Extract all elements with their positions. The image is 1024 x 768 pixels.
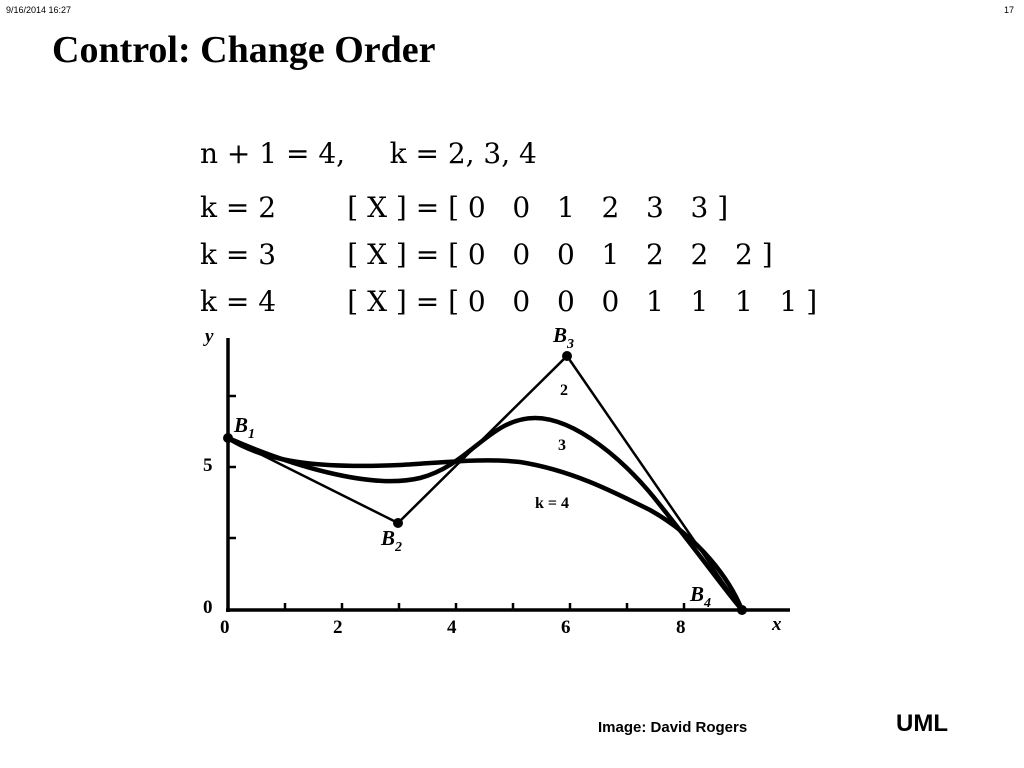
knot-vector: [ X ] = [ 0 0 0 0 1 1 1 1 ] xyxy=(347,285,818,318)
x-tick-label: 8 xyxy=(676,617,686,638)
control-point-label-b1: $B_1$ xyxy=(234,413,256,442)
y-tick-label: 0 xyxy=(203,597,213,618)
control-point-label-b2: $B_2$ xyxy=(381,526,403,555)
control-point-label-b4: $B_4$ xyxy=(690,582,712,611)
control-point-b4 xyxy=(737,605,747,615)
y-axis-label: y xyxy=(205,326,214,347)
curve-label-order-4: k = 4 xyxy=(535,495,570,512)
curve-order-4 xyxy=(228,438,742,610)
image-credit: Image: David Rogers xyxy=(598,719,748,736)
control-point-b1 xyxy=(223,433,233,443)
control-point-b3 xyxy=(562,351,572,361)
x-tick-label: 6 xyxy=(561,617,571,638)
x-tick-label: 2 xyxy=(333,617,343,638)
equation-k-label: k = 2 xyxy=(200,191,277,224)
knot-vector: [ X ] = [ 0 0 0 1 2 2 2 ] xyxy=(347,238,773,271)
curve-label-order-2: 2 xyxy=(560,382,568,399)
x-tick-label: 0 xyxy=(220,617,230,638)
control-polygon xyxy=(228,356,742,610)
equation-k-label: k = 4 xyxy=(200,285,277,318)
control-point-label-b3: $B_3$ xyxy=(553,323,575,352)
equation-text: n + 1 = 4, k = 2, 3, 4 xyxy=(200,137,537,170)
slide-title: Control: Change Order xyxy=(52,29,436,71)
slide-page-number: 17 xyxy=(1003,5,1014,15)
uml-logo: UML xyxy=(896,710,948,737)
equation-k-label: k = 3 xyxy=(200,238,277,271)
x-axis-label: x xyxy=(772,614,782,635)
x-tick-label: 4 xyxy=(447,617,457,638)
knot-vector: [ X ] = [ 0 0 1 2 3 3 ] xyxy=(347,191,729,224)
slide-date: 9/16/2014 16:27 xyxy=(6,5,72,15)
curve-label-order-3: 3 xyxy=(558,437,566,454)
y-tick-label: 5 xyxy=(203,455,213,476)
curve-order-3 xyxy=(228,418,742,610)
